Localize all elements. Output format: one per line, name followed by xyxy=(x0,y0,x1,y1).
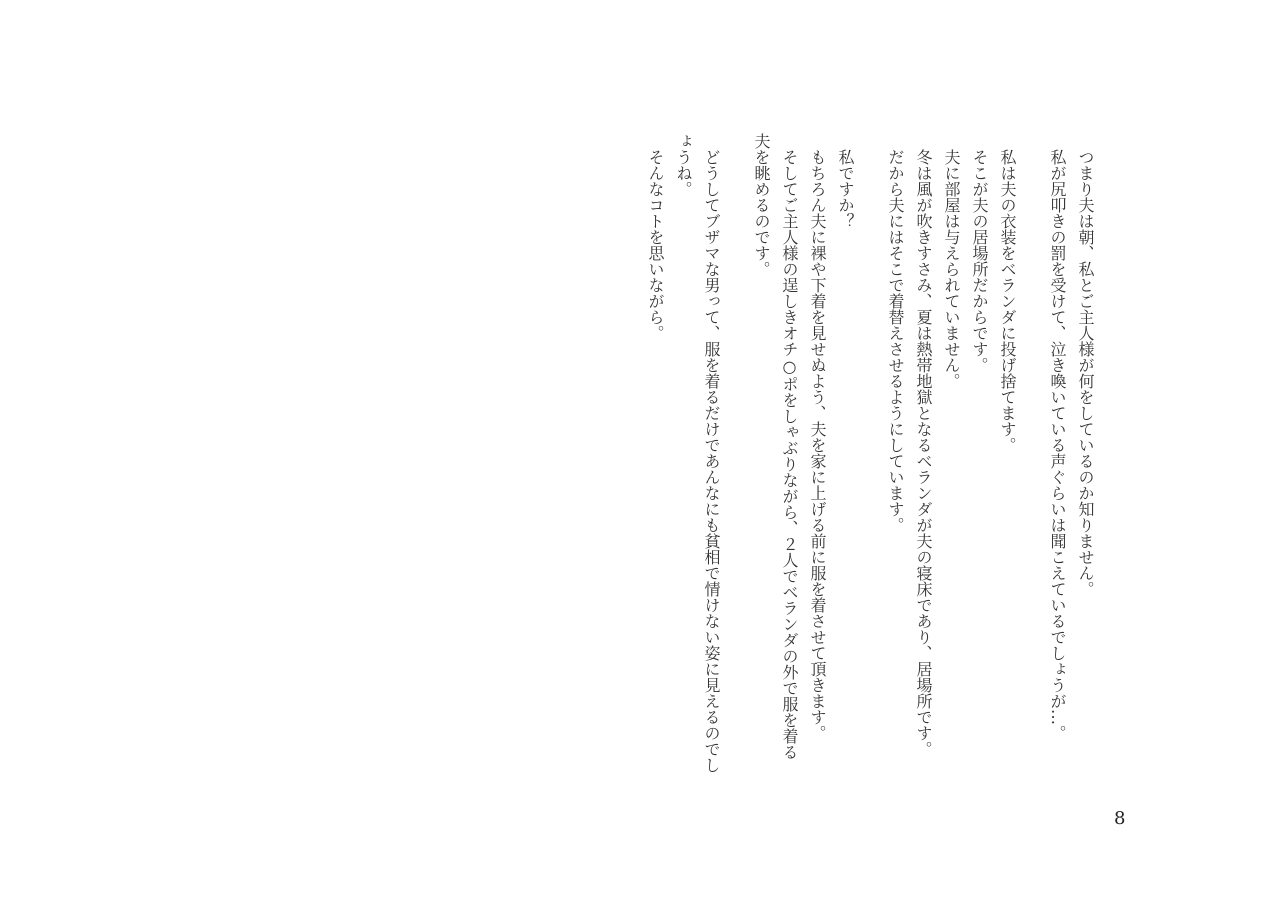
paragraph: 私が尻叩きの罰を受けて、泣き喚いている声ぐらいは聞こえているでしょうが…。 xyxy=(1048,149,1067,741)
paragraph-group xyxy=(641,133,725,775)
paragraph-group xyxy=(881,133,1021,775)
paragraph: 夫に部屋は与えられていません。 xyxy=(942,149,961,389)
paragraph: つまり夫は朝、私とご主人様が何をしているのか知りません。 xyxy=(1076,149,1095,597)
paragraph: そしてご主人様の逞しきオチ○ポをしゃぶりながら、２人でベランダの外で服を着る夫を眺めるのです。 xyxy=(752,133,799,760)
paragraph: もちろん夫に裸や下着を見せぬよう、夫を家に上げる前に服を着させて頂きます。 xyxy=(808,149,827,741)
paragraph: どうしてブザマな男って、服を着るだけであんなにも貧相で情けない姿に見えるのでしょうね。 xyxy=(674,133,721,773)
paragraph: だから夫にはそこで着替えさせるようにしています。 xyxy=(886,149,905,533)
vertical-text-block xyxy=(641,133,1099,775)
paragraph: そんなコトを思いながら。 xyxy=(646,149,665,341)
paragraph: 冬は風が吹きすさみ、夏は熱帯地獄となるベランダが夫の寝床であり、居場所です。 xyxy=(914,149,933,757)
paragraph: 私ですか？ xyxy=(836,149,855,229)
paragraph: そこが夫の居場所だからです。 xyxy=(970,149,989,373)
page-number: 8 xyxy=(1114,808,1126,829)
paragraph-group xyxy=(1043,133,1099,775)
paragraph: 私は夫の衣装をベランダに投げ捨てます。 xyxy=(998,149,1017,453)
paragraph-group xyxy=(747,133,859,775)
